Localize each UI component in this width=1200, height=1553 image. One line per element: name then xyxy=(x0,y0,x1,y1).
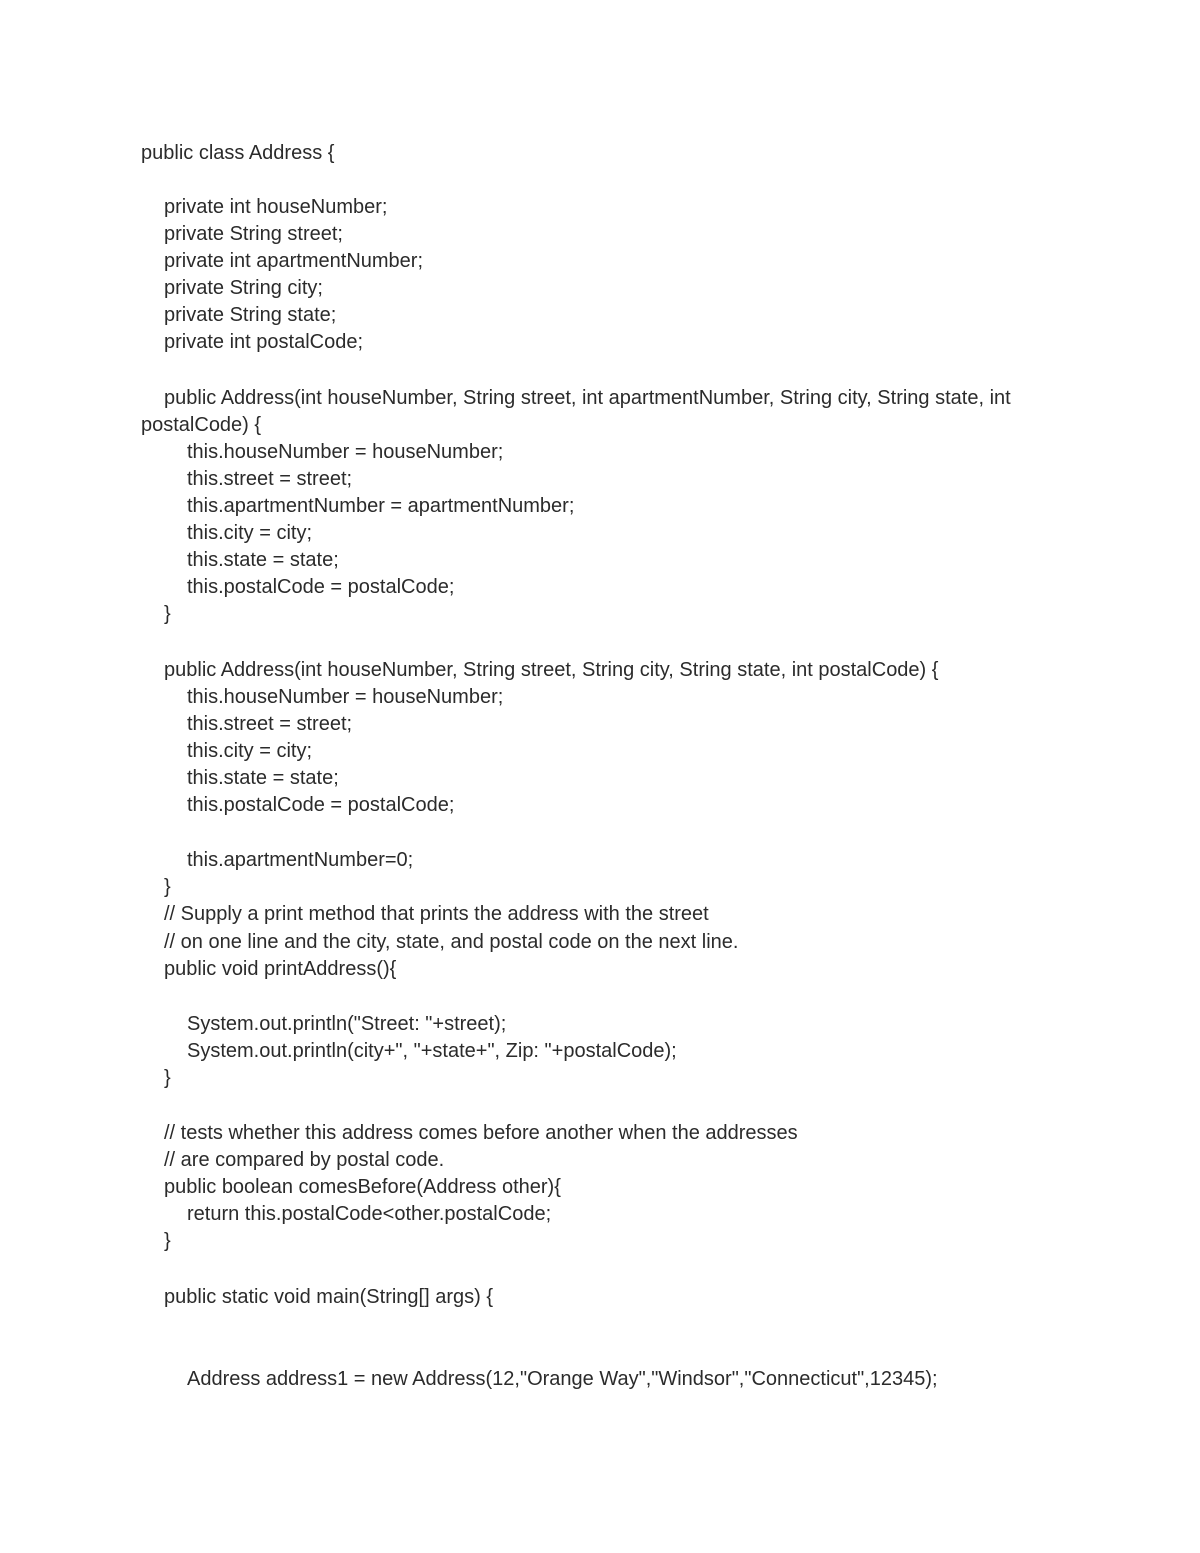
code-line: } xyxy=(164,1230,171,1252)
code-line: private int postalCode; xyxy=(164,331,364,353)
code-line: this.houseNumber = houseNumber; xyxy=(187,441,504,463)
code-line: } xyxy=(164,876,171,898)
code-line: private int apartmentNumber; xyxy=(164,250,424,272)
code-line: return this.postalCode<other.postalCode; xyxy=(187,1203,552,1225)
code-line: Address address1 = new Address(12,"Orange Way","Windsor","Connecticut",12345); xyxy=(187,1368,938,1390)
code-line: this.city = city; xyxy=(187,740,313,762)
code-comment: // tests whether this address comes before another when the addresses xyxy=(164,1122,798,1144)
code-line: public Address(int houseNumber, String street, int apartmentNumber, String city, String state, int xyxy=(164,387,1011,409)
code-line: this.state = state; xyxy=(187,549,339,571)
code-line: public boolean comesBefore(Address other){ xyxy=(164,1176,561,1198)
code-line: this.street = street; xyxy=(187,713,353,735)
code-comment: // are compared by postal code. xyxy=(164,1149,445,1171)
code-comment: // Supply a print method that prints the address with the street xyxy=(164,903,709,925)
code-line: private String city; xyxy=(164,277,323,299)
code-line: this.apartmentNumber = apartmentNumber; xyxy=(187,495,575,517)
code-line: private String street; xyxy=(164,223,343,245)
code-line: } xyxy=(164,603,171,625)
code-line: System.out.println("Street: "+street); xyxy=(187,1013,507,1035)
code-line: this.houseNumber = houseNumber; xyxy=(187,686,504,708)
code-line: this.state = state; xyxy=(187,767,339,789)
code-line: System.out.println(city+", "+state+", Zip: "+postalCode); xyxy=(187,1040,677,1062)
code-line: this.postalCode = postalCode; xyxy=(187,576,455,598)
code-line: public void printAddress(){ xyxy=(164,958,397,980)
code-line: public Address(int houseNumber, String street, String city, String state, int postalCode) { xyxy=(164,659,939,681)
code-line: this.apartmentNumber=0; xyxy=(187,849,414,871)
code-line: this.city = city; xyxy=(187,522,313,544)
code-line: postalCode) { xyxy=(141,414,262,436)
code-line: public class Address { xyxy=(141,142,335,164)
code-line: private int houseNumber; xyxy=(164,196,388,218)
code-line: public static void main(String[] args) { xyxy=(164,1286,494,1308)
code-comment: // on one line and the city, state, and postal code on the next line. xyxy=(164,931,739,953)
code-line: this.postalCode = postalCode; xyxy=(187,794,455,816)
code-line: } xyxy=(164,1067,171,1089)
code-line: this.street = street; xyxy=(187,468,353,490)
code-line: private String state; xyxy=(164,304,337,326)
